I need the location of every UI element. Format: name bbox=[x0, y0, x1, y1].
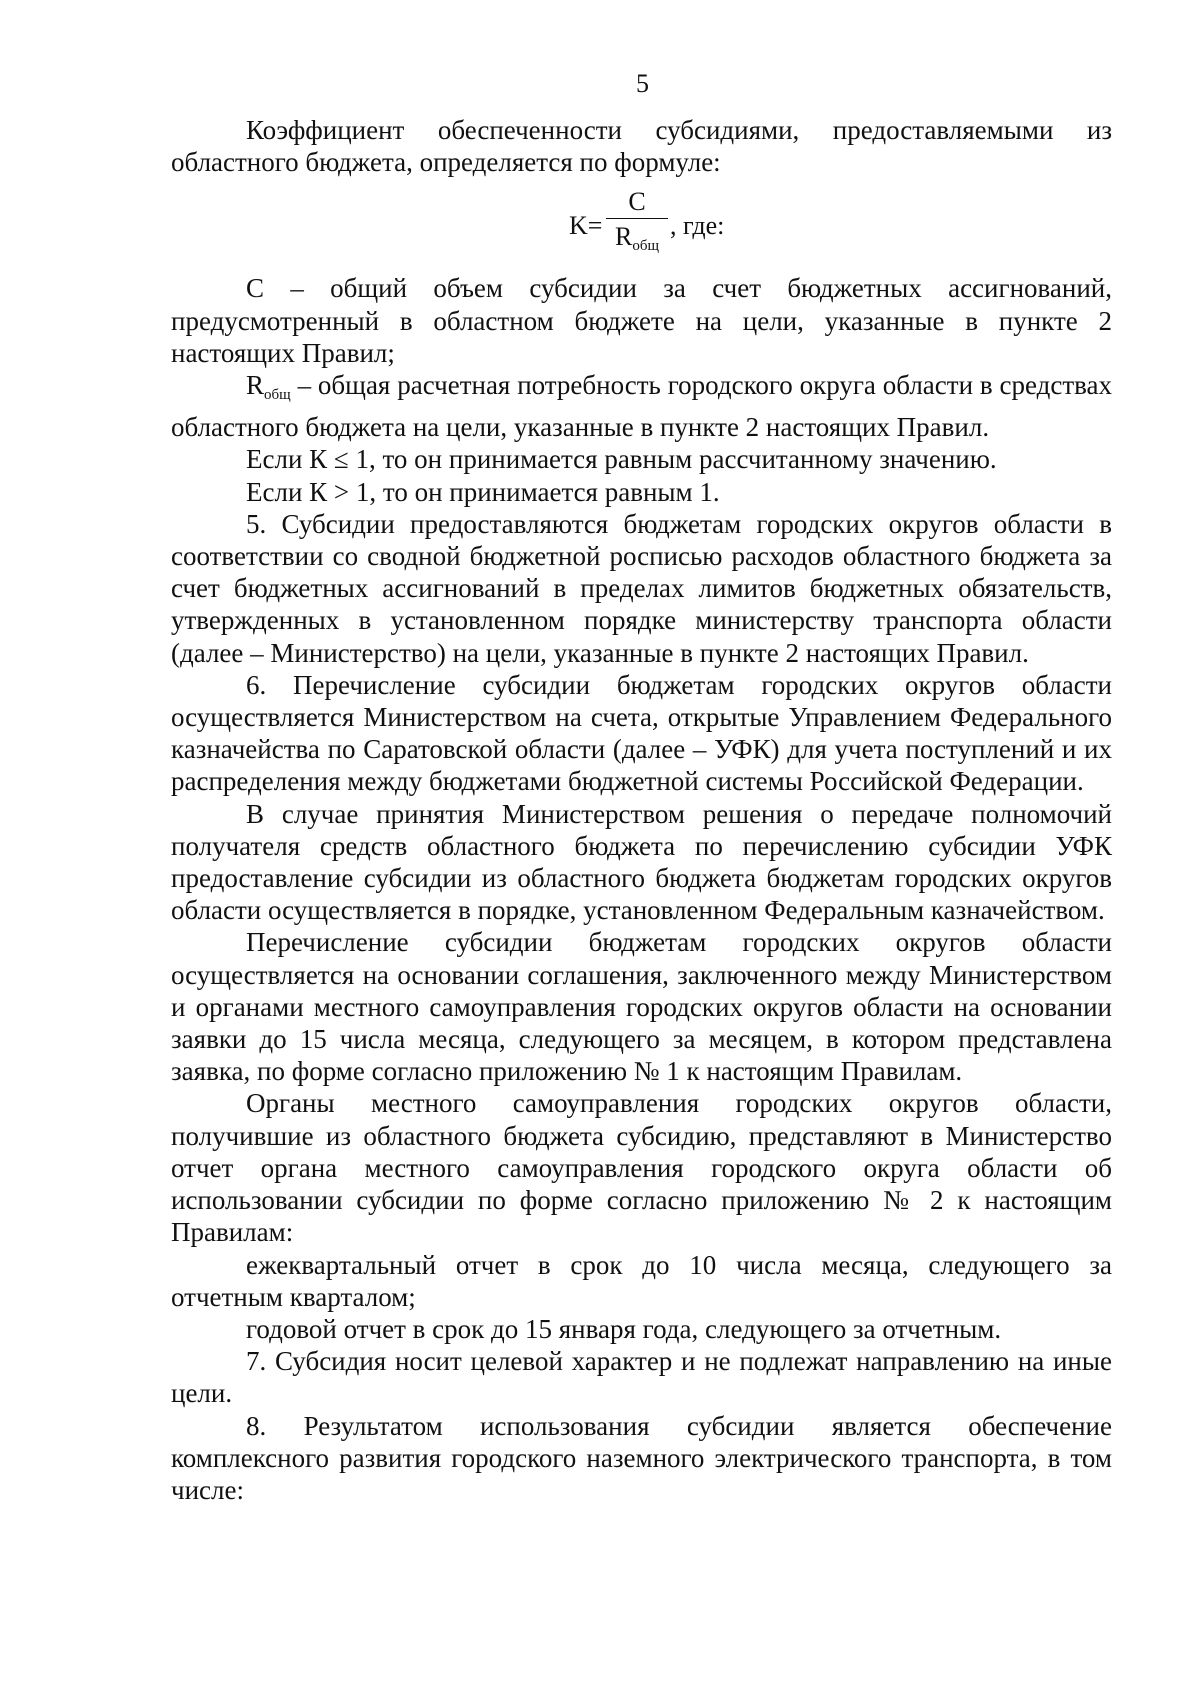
paragraph-transfer-basis: Перечисление субсидии бюджетам городских округов области осуществляется на основании соглашения, заключенного между Министерством и органами местного самоуправления городских округов области на основании заявки до 15 числа месяца, следующего за месяцем, в котором представлена заявка, по форме согласно приложению № 1 к настоящим Правилам. bbox=[171, 927, 1112, 1087]
paragraph-reporting: Органы местного самоуправления городских округов области, получившие из областного бюджета субсидию, представляют в Министерство отчет органа местного самоуправления городского округа области об использовании субсидии по форме согласно приложению № 2 к настоящим Правилам: bbox=[171, 1088, 1112, 1248]
definition-r-symbol: R bbox=[246, 370, 265, 401]
definition-r-text: – общая расчетная потребность городского округа области в средствах областного бюджета на цели, указанные в пункте 2 настоящих Правил. bbox=[171, 370, 1112, 443]
paragraph-ufk-powers: В случае принятия Министерством решения о передаче полномочий получателя средств областного бюджета по перечислению субсидии УФК предоставление субсидии из областного бюджета бюджетам городских округов области осуществляется в порядке, установленном Федеральным казначейством. bbox=[171, 798, 1112, 926]
definition-c: С – общий объем субсидии за счет бюджетных ассигнований, предусмотренный в областном бюджете на цели, указанные в пункте 2 настоящих Правил; bbox=[171, 273, 1112, 368]
definition-r-subscript: общ bbox=[264, 387, 291, 404]
paragraph-annual-report: годовой отчет в срок до 15 января года, следующего за отчетным. bbox=[246, 1313, 1002, 1344]
formula-denominator-subscript: общ bbox=[632, 238, 660, 255]
formula-lhs: K= bbox=[569, 211, 603, 241]
formula-fraction bbox=[606, 186, 668, 262]
intro-paragraph: Коэффициент обеспеченности субсидиями, предоставляемыми из областного бюджета, определяется по формуле: bbox=[171, 115, 1112, 178]
page-number: 5 bbox=[636, 69, 649, 98]
fraction-bar bbox=[606, 218, 668, 219]
paragraph-k-gt-1: Если К > 1, то он принимается равным 1. bbox=[246, 476, 720, 507]
paragraph-item-7: 7. Субсидия носит целевой характер и не подлежат направлению на иные цели. bbox=[171, 1346, 1112, 1409]
document-body bbox=[171, 114, 1112, 1506]
paragraph-k-le-1: Если К ≤ 1, то он принимается равным рассчитанному значению. bbox=[246, 444, 997, 475]
paragraph-item-5: 5. Субсидии предоставляются бюджетам городских округов области в соответствии со сводной бюджетной росписью расходов областного бюджета за счет бюджетных ассигнований в пределах лимитов бюджетных обязательств, утвержденных в установленном порядке министерству транспорта области (далее – Министерство) на цели, указанные в пункте 2 настоящих Правил. bbox=[171, 508, 1112, 668]
formula bbox=[171, 178, 1112, 272]
formula-numerator: C bbox=[628, 187, 646, 217]
paragraph-item-8: 8. Результатом использования субсидии является обеспечение комплексного развития городского наземного электрического транспорта, в том числе: bbox=[171, 1410, 1112, 1505]
paragraph-item-6: 6. Перечисление субсидии бюджетам городских округов области осуществляется Министерством на счета, открытые Управлением Федерального казначейства по Саратовской области (далее – УФК) для учета поступлений и их распределения между бюджетами бюджетной системы Российской Федерации. bbox=[171, 669, 1112, 797]
formula-suffix: , где: bbox=[670, 211, 725, 241]
paragraph-quarterly-report: ежеквартальный отчет в срок до 10 числа месяца, следующего за отчетным кварталом; bbox=[171, 1249, 1112, 1312]
formula-denominator bbox=[606, 221, 668, 262]
definition-r bbox=[171, 369, 1112, 443]
formula-denominator-symbol: R bbox=[614, 222, 633, 252]
